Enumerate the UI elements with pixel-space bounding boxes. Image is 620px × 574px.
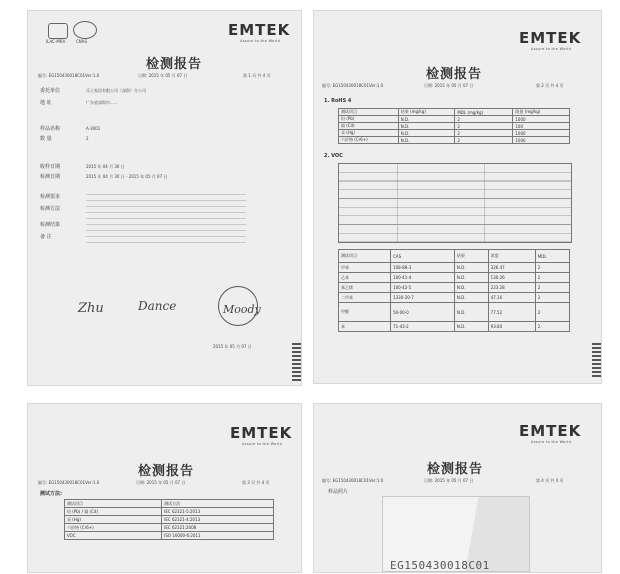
voc-cell: 130.26 <box>488 273 535 283</box>
field-value-quantity: 2 <box>86 136 89 141</box>
voc-cell: N.D. <box>454 273 488 283</box>
rohs-cell: 2 <box>455 116 513 123</box>
side-stripe <box>292 341 301 381</box>
methods-cell: ISO 16000-6:2011 <box>162 532 274 540</box>
emtek-slogan: Assure to the World <box>240 39 281 43</box>
report-number: 编号: EG150430018C01Ver:1.0 <box>38 480 100 485</box>
voc-cell: N.D. <box>454 283 488 293</box>
signature-date: 2015 年 05 月 07 日 <box>213 344 252 349</box>
rohs-cell: 2 <box>455 137 513 144</box>
page-title: 检测报告 <box>426 67 483 82</box>
voc-cell: 2 <box>535 263 569 273</box>
section-title-methods: 测试方法: <box>40 491 62 497</box>
field-label-client: 委托单位 <box>40 88 61 94</box>
section-title-rohs: 1. RoHS 4 <box>324 98 352 104</box>
voc-header-cell: 结果 <box>454 250 488 263</box>
voc-cell: N.D. <box>454 293 488 303</box>
rohs-cell: N.D. <box>398 130 455 137</box>
report-number: 编号: EG150430018C01Ver:1.0 <box>322 478 384 483</box>
voc-cell: 326.47 <box>488 263 535 273</box>
page-title: 检测报告 <box>146 57 203 72</box>
emtek-logo: EMTEK <box>230 424 293 442</box>
voc-cell: 100-42-5 <box>391 283 455 293</box>
page-title: 检测报告 <box>138 464 195 479</box>
field-value-received: 2015 年 04 月 30 日 <box>86 164 125 169</box>
field-label-address: 地 址 <box>40 100 52 106</box>
signature-2: Dance <box>138 299 177 313</box>
cnas-logo <box>73 21 97 39</box>
voc-cell: 100-41-4 <box>391 273 455 283</box>
methods-cell: 六价铬 (Cr6+) <box>65 524 162 532</box>
voc-cell: 乙苯 <box>339 273 391 283</box>
rohs-cell: 汞 (Hg) <box>339 130 399 137</box>
methods-table <box>64 499 274 540</box>
voc-cell: 二甲苯 <box>339 293 391 303</box>
voc-cell: 223.28 <box>488 283 535 293</box>
rohs-header-cell: 限值 (mg/kg) <box>513 109 570 116</box>
signature-1: Zhu <box>78 301 104 316</box>
report-page-1 <box>27 10 302 386</box>
rohs-cell: 六价铬 (Cr6+) <box>339 137 399 144</box>
voc-cell: 50-00-0 <box>391 303 455 322</box>
emtek-logo: EMTEK <box>519 422 582 440</box>
voc-table <box>338 249 570 332</box>
voc-cell: 苯乙烯 <box>339 283 391 293</box>
rohs-cell: N.D. <box>398 137 455 144</box>
voc-cell: 71-43-2 <box>391 322 455 332</box>
field-label-test-date: 检测日期 <box>40 174 61 180</box>
page-number: 第 1 页 共 4 页 <box>243 73 271 78</box>
voc-cell: 1330-20-7 <box>391 293 455 303</box>
voc-cell: 2 <box>535 322 569 332</box>
rohs-cell: N.D. <box>398 123 455 130</box>
field-label-method: 检测方法 <box>40 206 61 212</box>
report-page-4 <box>313 403 602 573</box>
methods-cell: IEC 62321-4:2013 <box>162 516 274 524</box>
emtek-slogan: Assure to the World <box>531 440 572 444</box>
field-label-quantity: 数 量 <box>40 136 52 142</box>
methods-header-cell: 测试方法 <box>162 500 274 508</box>
voc-cell: N.D. <box>454 322 488 332</box>
rohs-cell: 1000 <box>513 116 570 123</box>
field-value-sample: A-3001 <box>86 126 101 131</box>
sample-id-label: EG150430018C01 <box>390 559 490 572</box>
side-stripe <box>592 341 601 377</box>
voc-header-cell: MDL <box>535 250 569 263</box>
voc-conditions-table <box>338 163 572 243</box>
rohs-cell: N.D. <box>398 116 455 123</box>
cnas-label: CNAS <box>76 39 88 44</box>
voc-cell: 苯 <box>339 322 391 332</box>
voc-header-cell: CAS <box>391 250 455 263</box>
section-title-voc: 2. VOC <box>324 153 343 159</box>
report-page-3 <box>27 403 302 573</box>
voc-cell: N.D. <box>454 263 488 273</box>
rohs-cell: 1000 <box>513 130 570 137</box>
field-label-remark: 备 注 <box>40 234 52 240</box>
ilac-label: ILAC-MRA <box>46 39 66 44</box>
page-number: 第 4 页 共 4 页 <box>536 478 564 483</box>
report-page-2 <box>313 10 602 384</box>
field-value-test-date: 2015 年 04 月 30 日 - 2015 年 05 月 07 日 <box>86 174 168 179</box>
voc-cell: 2 <box>535 293 569 303</box>
methods-cell: 汞 (Hg) <box>65 516 162 524</box>
methods-cell: VOC <box>65 532 162 540</box>
report-number: 编号: EG150430018C01Ver:1.0 <box>38 73 100 78</box>
photo-label: 样品照片 <box>328 489 349 495</box>
field-value-client: 乐土家居有限公司（深圳）分公司 <box>86 88 146 93</box>
voc-cell: 47.16 <box>488 293 535 303</box>
voc-cell: 2 <box>535 303 569 322</box>
ilac-logo <box>48 23 68 39</box>
voc-cell: 2 <box>535 273 569 283</box>
rohs-cell: 镉 (Cd) <box>339 123 399 130</box>
field-value-address: 广东省深圳市…… <box>86 100 118 105</box>
field-label-received: 收样日期 <box>40 164 61 170</box>
rohs-cell: 2 <box>455 130 513 137</box>
voc-cell: 甲苯 <box>339 263 391 273</box>
requirement-lines <box>86 194 246 244</box>
voc-cell: 108-88-3 <box>391 263 455 273</box>
rohs-cell: 铅 (Pb) <box>339 116 399 123</box>
methods-cell: IEC 62321:2008 <box>162 524 274 532</box>
voc-cell: 2 <box>535 283 569 293</box>
methods-header-cell: 测试项目 <box>65 500 162 508</box>
rohs-cell: 1000 <box>513 137 570 144</box>
voc-header-cell: 浓度 <box>488 250 535 263</box>
field-label-sample: 样品名称 <box>40 126 61 132</box>
methods-cell: IEC 62321-5:2013 <box>162 508 274 516</box>
field-label-result: 检测结果 <box>40 222 61 228</box>
emtek-logo: EMTEK <box>228 21 291 39</box>
rohs-header-cell: 测试项目 <box>339 109 399 116</box>
page-title: 检测报告 <box>427 462 484 477</box>
emtek-slogan: Assure to the World <box>531 47 572 51</box>
page-number: 第 3 页 共 4 页 <box>242 480 270 485</box>
report-date: 日期: 2015 年 05 月 07 日 <box>424 83 474 88</box>
report-date: 日期: 2015 年 05 月 07 日 <box>136 480 186 485</box>
rohs-cell: 2 <box>455 123 513 130</box>
voc-cell: 77.52 <box>488 303 535 322</box>
page-number: 第 2 页 共 4 页 <box>536 83 564 88</box>
voc-header-cell: 测试项目 <box>339 250 391 263</box>
methods-cell: 铅 (Pb) / 镉 (Cd) <box>65 508 162 516</box>
emtek-logo: EMTEK <box>519 29 582 47</box>
rohs-header-cell: MDL (mg/kg) <box>455 109 513 116</box>
rohs-cell: 100 <box>513 123 570 130</box>
voc-cell: 93.80 <box>488 322 535 332</box>
field-label-requirement: 检测要求 <box>40 194 61 200</box>
report-date: 日期: 2015 年 05 月 07 日 <box>138 73 188 78</box>
voc-cell: 甲醛 <box>339 303 391 322</box>
report-date: 日期: 2015 年 05 月 07 日 <box>424 478 474 483</box>
emtek-slogan: Assure to the World <box>242 442 283 446</box>
voc-cell: N.D. <box>454 303 488 322</box>
signature-3: Moody <box>223 303 261 316</box>
report-number: 编号: EG150430018C01Ver:1.0 <box>322 83 384 88</box>
rohs-table <box>338 108 570 144</box>
rohs-header-cell: 结果 (mg/kg) <box>398 109 455 116</box>
